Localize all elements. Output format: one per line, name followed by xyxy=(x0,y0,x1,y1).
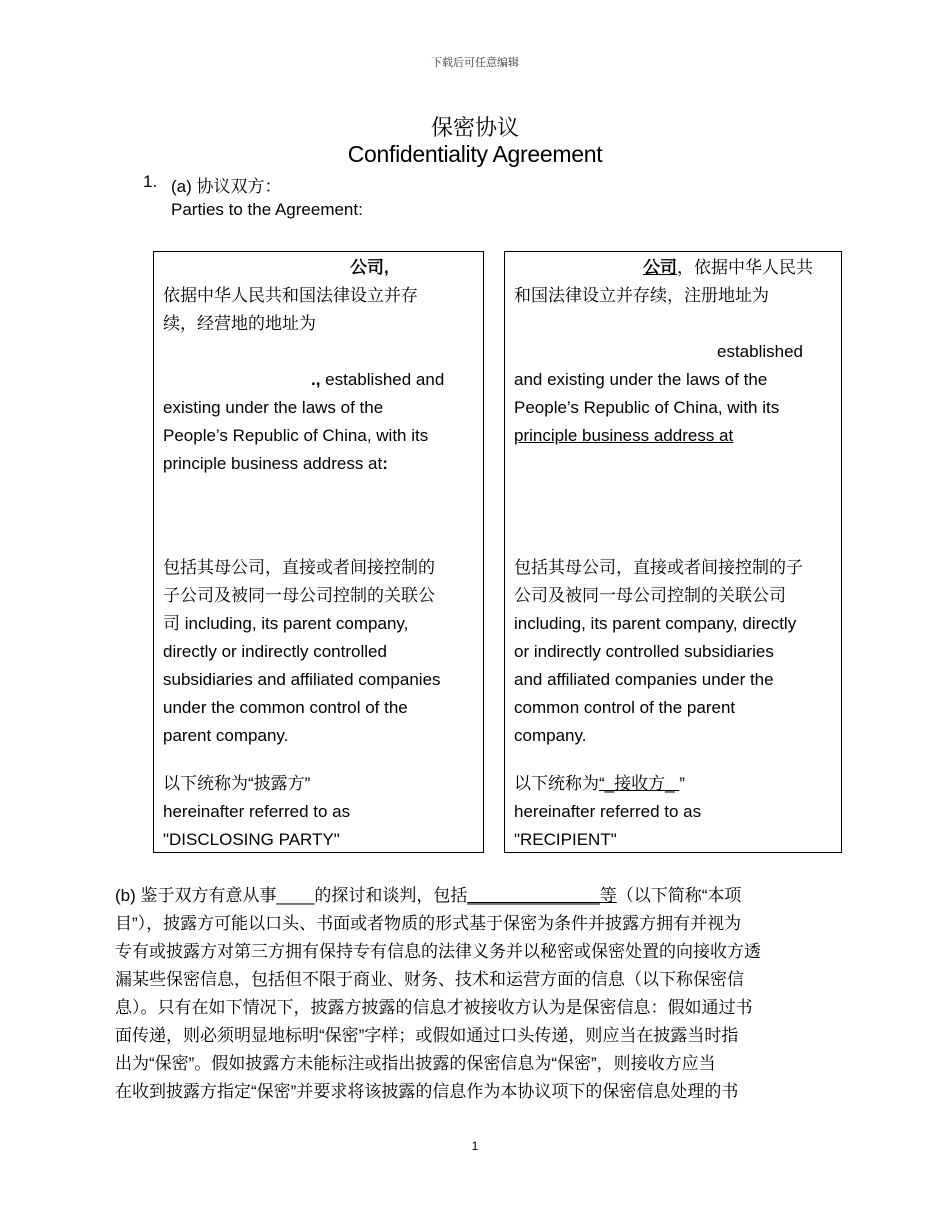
disclosing-party-box xyxy=(153,251,484,853)
para-b-lead: (b) 鉴于双方有意从事 xyxy=(115,886,277,905)
left-cn-line1: 依据中华人民共和国法律设立并存 xyxy=(163,286,418,305)
right-company-rest: ，依据中华人民共 xyxy=(677,258,813,277)
page-header: 下载后可任意编辑 xyxy=(431,57,519,69)
right-ref-cn xyxy=(514,770,685,798)
para-b-mid: 的探讨和谈判，包括 xyxy=(314,886,468,905)
right-company-underlined: 公司 xyxy=(643,258,677,277)
left-en-line1 xyxy=(311,366,444,394)
right-incl-en3: and affiliated companies under the xyxy=(514,670,774,689)
right-cn-line2: 和国法律设立并存续，注册地址为 xyxy=(514,286,769,305)
title-english: Confidentiality Agreement xyxy=(347,141,603,167)
left-en-line4 xyxy=(163,450,388,478)
left-incl-en2: subsidiaries and affiliated companies xyxy=(163,670,441,689)
para-b-line5: 息）。只有在如下情况下，披露方披露的信息才被接收方认为是保密信息：假如通过书 xyxy=(115,998,753,1017)
para-b-line2: 目”），披露方可能以口头、书面或者物质的形式基于保密为条件并披露方拥有并视为 xyxy=(115,914,742,933)
left-en-line4-colon: : xyxy=(382,454,388,473)
left-incl-cn1: 包括其母公司，直接或者间接控制的 xyxy=(163,558,435,577)
left-incl-cn2: 子公司及被同一母公司控制的关联公 xyxy=(163,586,435,605)
right-ref-en: hereinafter referred to as xyxy=(514,802,702,821)
right-incl-cn1: 包括其母公司，直接或者间接控制的子 xyxy=(514,558,803,577)
para-b-line3: 专有或披露方对第三方拥有保持专有信息的法律义务并以秘密或保密处置的向接收方透 xyxy=(115,942,761,961)
right-incl-en1: including, its parent company, directly xyxy=(514,614,797,633)
left-en-line4-main: principle business address at xyxy=(163,454,383,473)
para-b-line1 xyxy=(115,882,835,910)
recipient-box xyxy=(504,251,842,853)
page-number: 1 xyxy=(471,1139,479,1153)
left-en-line1-strong: ., xyxy=(311,370,321,389)
left-incl-en3: under the common control of the xyxy=(163,698,408,717)
left-en-line3: People’s Republic of China, with its xyxy=(163,426,429,445)
right-ref-cn-underlined: “_接收方_ xyxy=(599,774,680,793)
right-incl-cn2: 公司及被同一母公司控制的关联公司 xyxy=(514,586,786,605)
left-incl-en4: parent company. xyxy=(163,726,289,745)
section-label: (a) 协议双方： xyxy=(171,177,282,196)
right-ref-cn-prefix: 以下统称为 xyxy=(514,774,599,793)
para-b-line7: 出为“保密”。假如披露方未能标注或指出披露的保密信息为“保密”，则接收方应当 xyxy=(115,1054,716,1073)
left-company-suffix: 公司, xyxy=(350,258,389,277)
right-incl-en4: common control of the parent xyxy=(514,698,736,717)
left-incl-en1: directly or indirectly controlled xyxy=(163,642,387,661)
right-en-line3: People’s Republic of China, with its xyxy=(514,398,780,417)
right-en-line2: and existing under the laws of the xyxy=(514,370,768,389)
left-cn-line2: 续，经营地的地址为 xyxy=(163,314,316,333)
para-b-rest1: （以下简称“本项 xyxy=(616,886,742,905)
right-incl-en5: company. xyxy=(514,726,587,745)
right-company-line xyxy=(643,254,813,282)
para-b-line4: 漏某些保密信息，包括但不限于商业、财务、技术和运营方面的信息（以下称保密信 xyxy=(115,970,744,989)
para-b-blank1: ____ xyxy=(276,886,315,905)
left-en-line2: existing under the laws of the xyxy=(163,398,384,417)
section-number: 1. xyxy=(143,172,158,191)
right-en-line4: principle business address at xyxy=(514,426,734,445)
para-b-line6: 面传递，则必须明显地标明“保密”字样；或假如通过口头传递，则应当在披露当时指 xyxy=(115,1026,739,1045)
parties-label-en: Parties to the Agreement: xyxy=(171,200,363,219)
left-incl-mix: 司 including, its parent company, xyxy=(163,614,409,633)
title-chinese: 保密协议 xyxy=(430,115,519,140)
para-b-blank2: ______________等 xyxy=(467,886,617,905)
right-incl-en2: or indirectly controlled subsidiaries xyxy=(514,642,774,661)
left-ref-cn: 以下统称为“披露方” xyxy=(163,774,311,793)
left-ref-en: hereinafter referred to as xyxy=(163,802,351,821)
right-ref-name: "RECIPIENT" xyxy=(514,830,617,849)
left-en-line1-rest: established and xyxy=(320,370,445,389)
para-b-line8: 在收到披露方指定“保密”并要求将该披露的信息作为本协议项下的保密信息处理的书 xyxy=(115,1082,739,1101)
right-en-line1 xyxy=(717,338,803,366)
right-ref-cn-end: ” xyxy=(679,774,685,793)
left-ref-name: "DISCLOSING PARTY" xyxy=(163,830,340,849)
right-en-established: established xyxy=(717,342,804,361)
paragraph-b xyxy=(115,882,835,1106)
